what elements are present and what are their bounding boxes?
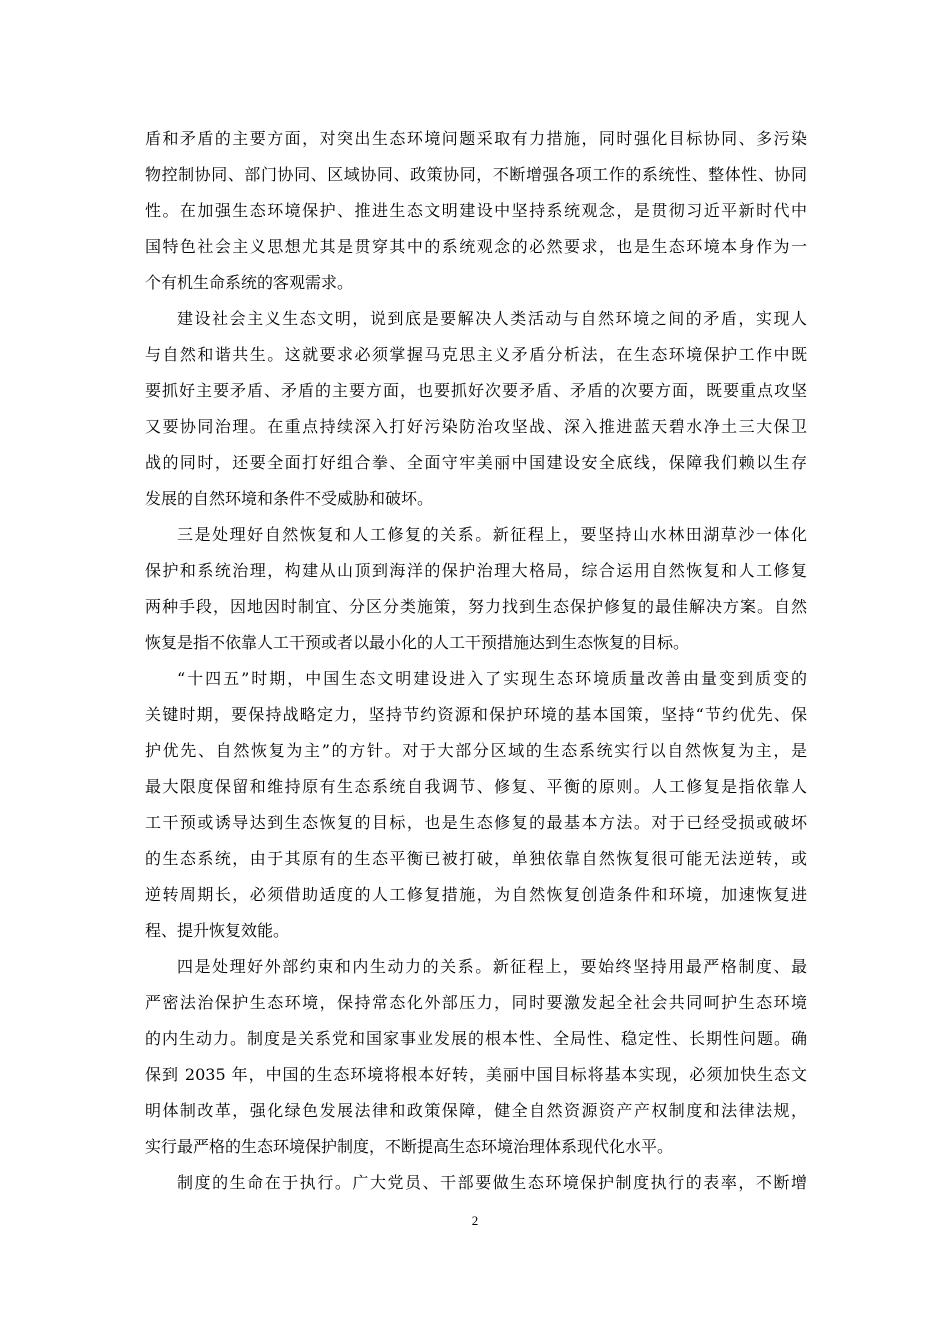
text-line: 关键时期，要保持战略定力，坚持节约资源和保护环境的基本国策，坚持“节约优先、保	[145, 705, 807, 724]
text-line: 的生态系统，由于其原有的生态平衡已被打破，单独依靠自然恢复很可能无法逆转，或	[145, 849, 807, 868]
text-line: 战的同时，还要全面打好组合拳、全面守牢美丽中国建设安全底线，保障我们赖以生存	[145, 453, 807, 472]
text-line: 工干预或诱导达到生态恢复的目标，也是生态修复的最基本方法。对于已经受损或破坏	[145, 813, 807, 832]
text-line: 又要协同治理。在重点持续深入打好污染防治攻坚战、深入推进蓝天碧水净土三大保卫	[145, 417, 807, 436]
text-line: 物控制协同、部门协同、区域协同、政策协同，不断增强各项工作的系统性、整体性、协同	[145, 165, 807, 184]
text-line: 国特色社会主义思想尤其是贯穿其中的系统观念的必然要求，也是生态环境本身作为一	[145, 237, 807, 256]
text-line: 恢复是指不依靠人工干预或者以最小化的人工干预措施达到生态恢复的目标。	[145, 633, 690, 652]
text-line: 最大限度保留和维持原有生态系统自我调节、修复、平衡的原则。人工修复是指依靠人	[145, 777, 807, 796]
paragraph-first-line: “十四五”时期，中国生态文明建设进入了实现生态环境质量改善由量变到质变的	[177, 669, 807, 688]
text-line: 发展的自然环境和条件不受威胁和破坏。	[145, 489, 434, 508]
text-line: 两种手段，因地因时制宜、分区分类施策，努力找到生态保护修复的最佳解决方案。自然	[145, 597, 807, 616]
page-number: 2	[471, 1213, 479, 1228]
paragraph-first-line: 四是处理好外部约束和内生动力的关系。新征程上，要始终坚持用最严格制度、最	[177, 957, 807, 976]
text-line: 与自然和谐共生。这就要求必须掌握马克思主义矛盾分析法，在生态环境保护工作中既	[145, 345, 807, 364]
text-line: 保到 2035 年，中国的生态环境将根本好转，美丽中国目标将基本实现，必须加快生态文	[145, 1065, 807, 1084]
text-line: 的内生动力。制度是关系党和国家事业发展的根本性、全局性、稳定性、长期性问题。确	[145, 1029, 807, 1048]
text-line: 护优先、自然恢复为主”的方针。对于大部分区域的生态系统实行以自然恢复为主，是	[145, 741, 807, 760]
paragraph-first-line: 三是处理好自然恢复和人工修复的关系。新征程上，要坚持山水林田湖草沙一体化	[177, 525, 807, 544]
text-line: 要抓好主要矛盾、矛盾的主要方面，也要抓好次要矛盾、矛盾的次要方面，既要重点攻坚	[145, 381, 807, 400]
text-line: 盾和矛盾的主要方面，对突出生态环境问题采取有力措施，同时强化目标协同、多污染	[145, 129, 807, 148]
paragraph-first-line: 制度的生命在于执行。广大党员、干部要做生态环境保护制度执行的表率，不断增	[177, 1173, 807, 1192]
text-line: 性。在加强生态环境保护、推进生态文明建设中坚持系统观念，是贯彻习近平新时代中	[145, 201, 807, 220]
text-line: 保护和系统治理，构建从山顶到海洋的保护治理大格局，综合运用自然恢复和人工修复	[145, 561, 807, 580]
text-line: 程、提升恢复效能。	[145, 921, 290, 940]
text-line: 实行最严格的生态环境保护制度，不断提高生态环境治理体系现代化水平。	[145, 1137, 674, 1156]
paragraph-first-line: 建设社会主义生态文明，说到底是要解决人类活动与自然环境之间的矛盾，实现人	[177, 309, 807, 328]
text-line: 严密法治保护生态环境，保持常态化外部压力，同时要激发起全社会共同呵护生态环境	[145, 993, 807, 1012]
text-line: 个有机生命系统的客观需求。	[145, 273, 354, 292]
text-line: 明体制改革，强化绿色发展法律和政策保障，健全自然资源资产产权制度和法律法规，	[145, 1101, 807, 1120]
text-line: 逆转周期长，必须借助适度的人工修复措施，为自然恢复创造条件和环境，加速恢复进	[145, 885, 807, 904]
